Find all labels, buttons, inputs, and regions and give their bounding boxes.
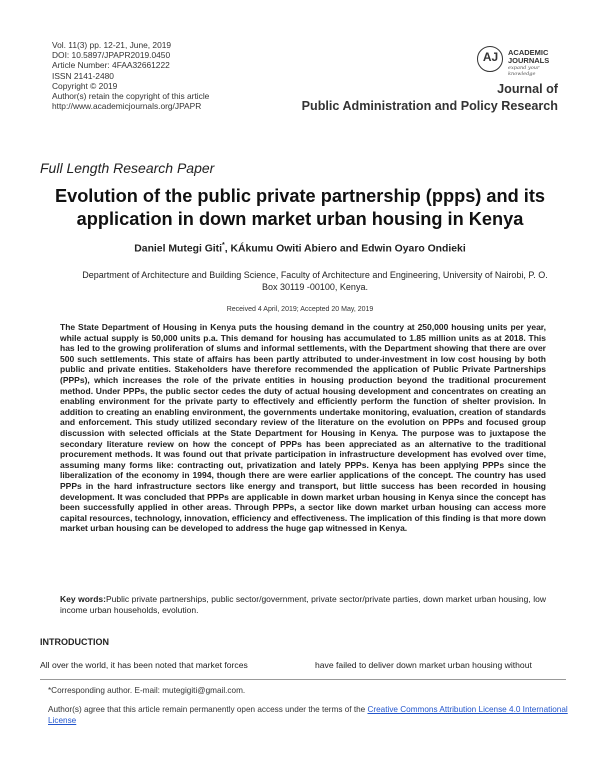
intro-column-2: have failed to deliver down market urban housing without	[315, 660, 532, 670]
authors	[0, 242, 600, 254]
keywords-text: Public private partnerships, public sector/government, private sector/private parties, down market urban housing, low income urban households, evolution.	[60, 594, 546, 615]
keywords	[60, 594, 546, 615]
received-dates: Received 4 April, 2019; Accepted 20 May, 2019	[226, 306, 374, 313]
paper-title: Evolution of the public private partnership (ppps) and its application in down market urban housing in Kenya	[54, 186, 546, 229]
abstract: The State Department of Housing in Kenya puts the housing demand in the country at 250,000 housing units per year, while actual supply is 50,000 units p.a. This demand for housing has accumulated to 1.85 million units as at 2018. This has led to the growing proliferation of slums and informal settlements, with the Department showing that there are over 500 such settlements. This state of affairs has been partly attributed to under-investment in low cost housing by both public and private entities. Stakeholders have therefore recommended the application of Public Private Partnerships (PPPs), which increases the role of the private entities in housing production beyond the traditional procurement method. Under PPPs, the public sector cedes the duty of actual housing development and concentrates on creating an enabling environment for the private party to effectively and efficiently perform the function of shelter provision. In addition to creating an enabling environment, the governments undertake monitoring, evaluation, creation of standards and enforcement. This study utilized secondary review of the literature on the evolution on PPPs and focused group discussion with selected officials at the State Department for Housing in Kenya. The purpose was to juxtapose the secondary literature review on how the concept of PPPs has been appreciated as an alternative to the traditional procurement methods. It was found out that private participation in infrastructure development has evolved over time, assuming many forms like: contracting out, privatization and lately PPPs. Kenya has been applying PPPs since the liberalization of the economy in 1994, though there are were earlier applications of the concept. The country has used PPPs in the hard infrastructure sectors like energy and transport, but little success has been recorded in housing development. It was concluded that PPPs are applicable in down market urban housing in Kenya since the concept has been successfully applied in other areas. Through PPPs, a sector like down market urban housing can access more capital resources, technology, innovation, efficiency and effectiveness. The implication of this finding is that more down market urban housing can be developed to address the huge gap witnessed in Kenya.	[60, 322, 546, 534]
logo-line1: ACADEMIC	[508, 48, 549, 57]
corresponding-author: *Corresponding author. E-mail: mutegigiti@gmail.com.	[48, 686, 246, 695]
license-text: Author(s) agree that this article remain permanently open access under the terms of the	[48, 705, 368, 714]
logo-wordmark	[508, 49, 549, 65]
author-first: Daniel Mutegi Giti	[134, 243, 223, 255]
corresponding-mark: *	[222, 242, 225, 249]
affiliation: Department of Architecture and Building Science, Faculty of Architecture and Engineering, University of Nairobi, P. O. Box 30119 -00100, Kenya.	[82, 270, 548, 292]
meta-copyright: Copyright © 2019	[52, 80, 118, 91]
meta-doi: DOI: 10.5897/JPAPR2019.0450	[52, 50, 171, 61]
journal-name-line2: Public Administration and Policy Research	[301, 99, 558, 113]
meta-issn: ISSN 2141-2480	[52, 70, 114, 81]
introduction-heading: INTRODUCTION	[40, 637, 109, 647]
journal-name	[302, 81, 558, 115]
intro-column-1: All over the world, it has been noted that market forces	[40, 660, 248, 670]
article-metadata	[52, 40, 209, 111]
journal-name-line1: Journal of	[497, 82, 558, 96]
logo-initials: AJ	[482, 50, 499, 64]
meta-article-number: Article Number: 4FAA32661222	[52, 60, 170, 71]
paper-type: Full Length Research Paper	[40, 160, 215, 176]
logo-line2: JOURNALS	[508, 56, 550, 65]
meta-volume: Vol. 11(3) pp. 12-21, June, 2019	[52, 40, 172, 50]
logo-tagline: expand your knowledge	[508, 65, 540, 77]
footnote-divider	[40, 679, 566, 680]
meta-retain: Author(s) retain the copyright of this article	[52, 91, 210, 102]
meta-url: http://www.academicjournals.org/JPAPR	[52, 101, 202, 112]
keywords-label: Key words:	[60, 594, 106, 604]
license-notice	[48, 705, 568, 726]
license-link[interactable]: Creative Commons Attribution License 4.0 International License	[48, 705, 568, 725]
author-rest: , KÁkumu Owiti Abiero and Edwin Oyaro Ondieki	[224, 243, 466, 255]
academic-journals-logo	[477, 46, 565, 76]
